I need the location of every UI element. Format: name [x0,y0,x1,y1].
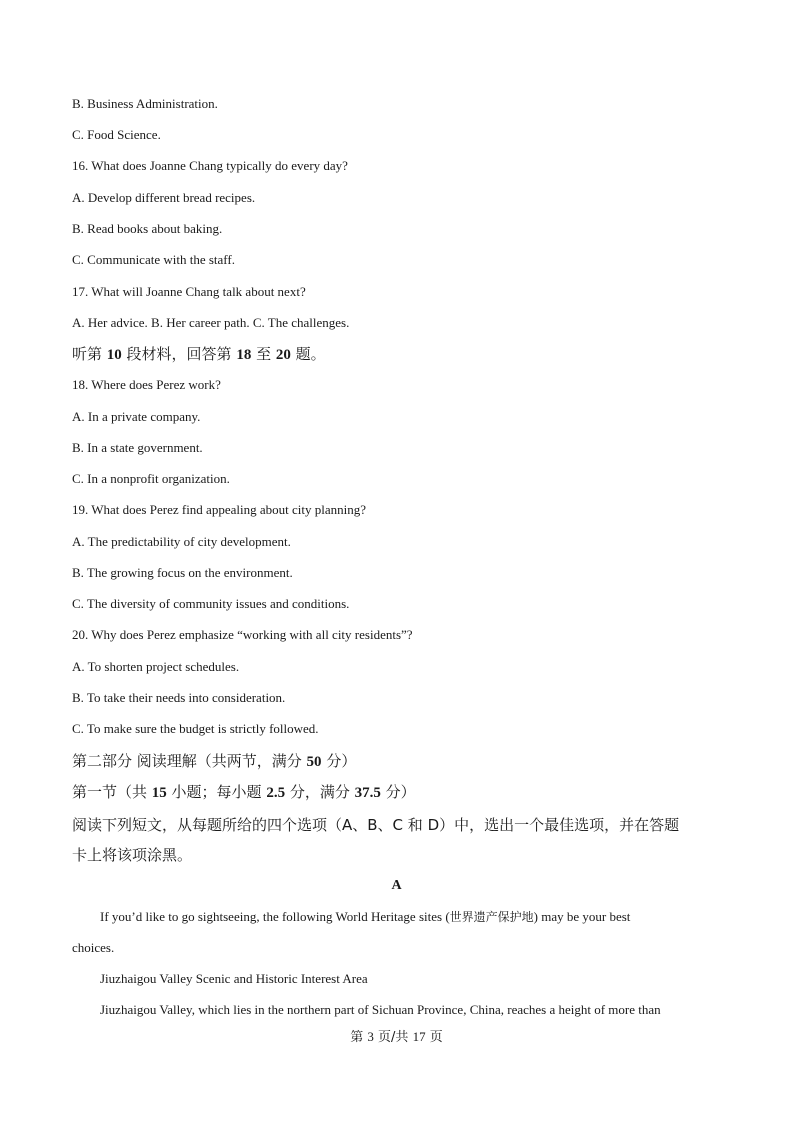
question-19: 19. What does Perez find appealing about city planning? [72,502,366,517]
question-18: 18. Where does Perez work? [72,377,221,392]
option-a-q19: A. The predictability of city development. [72,534,291,549]
option-c-q20: C. To make sure the budget is strictly followed. [72,721,319,736]
option-a-q18: A. In a private company. [72,409,201,424]
question-17: 17. What will Joanne Chang talk about next? [72,284,306,299]
site-description: Jiuzhaigou Valley, which lies in the northern part of Sichuan Province, China, reaches a height of more than [100,1002,661,1017]
question-16: 16. What does Joanne Chang typically do every day? [72,158,348,173]
passage-intro-continued: choices. [72,940,115,955]
passage-intro: If you’d like to go sightseeing, the following World Heritage sites (世界遗产保护地) may be your best [100,909,631,924]
option-a-q16: A. Develop different bread recipes. [72,190,256,205]
option-b-q18: B. In a state government. [72,440,203,455]
part-two-heading: 第二部分 阅读理解（共两节，满分 50 分） [72,752,357,770]
option-c-q18: C. In a nonprofit organization. [72,471,230,486]
listening-section-heading: 听第 10 段材料，回答第 18 至 20 题。 [72,345,326,363]
option-c-q19: C. The diversity of community issues and conditions. [72,596,350,611]
option-b-q20: B. To take their needs into consideration. [72,690,286,705]
reading-instructions-line-1: 阅读下列短文，从每题所给的四个选项（A、B、C 和 D）中，选出一个最佳选项，并在答题 [72,816,680,834]
option-b-q19: B. The growing focus on the environment. [72,565,293,580]
passage-heading: A [391,878,402,893]
option-a-q20: A. To shorten project schedules. [72,659,240,674]
page-footer: 第 3 页/共 17 页 [350,1029,443,1045]
option-c-q16: C. Communicate with the staff. [72,252,235,267]
option-b-q15: B. Business Administration. [72,96,218,111]
section-one-heading: 第一节（共 15 小题；每小题 2.5 分，满分 37.5 分） [72,783,416,801]
question-20: 20. Why does Perez emphasize “working with all city residents”? [72,627,413,642]
options-q17: A. Her advice. B. Her career path. C. The challenges. [72,315,350,330]
site-title: Jiuzhaigou Valley Scenic and Historic Interest Area [100,971,368,986]
option-b-q16: B. Read books about baking. [72,221,223,236]
reading-instructions-line-2: 卡上将该项涂黑。 [72,846,193,864]
option-c-q15: C. Food Science. [72,127,161,142]
